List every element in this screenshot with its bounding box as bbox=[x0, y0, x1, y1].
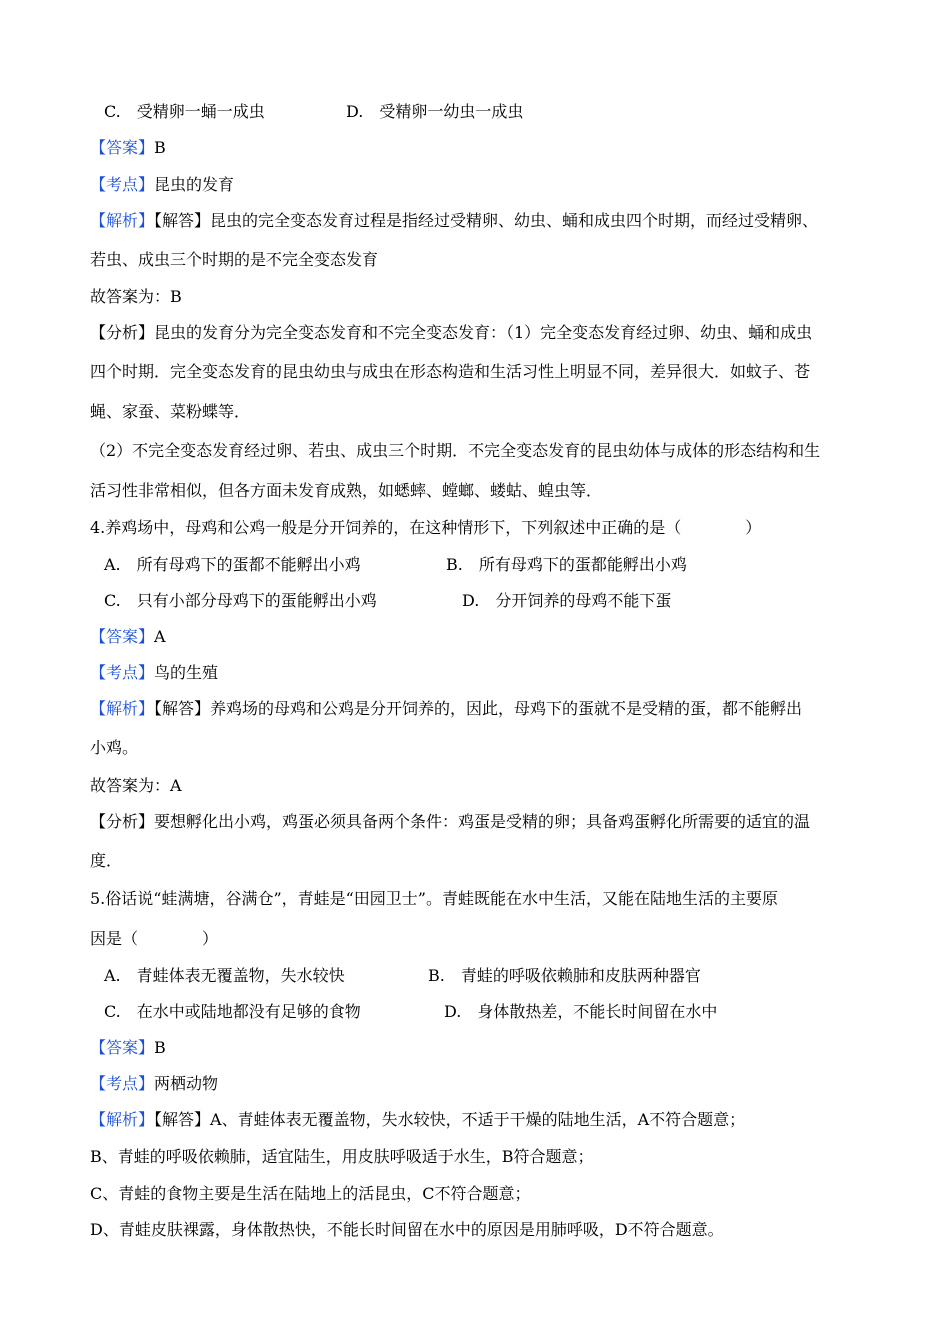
answer-tag: 【答案】 bbox=[90, 627, 155, 646]
q5-stem-line1: 5.俗话说“蛙满塘，谷满仓”，青蛙是“田园卫士”。青蛙既能在水中生活，又能在陆地生活的主要原 bbox=[90, 889, 778, 908]
q5-kaodian bbox=[90, 1074, 870, 1094]
jiexi-text: 【解答】A、青蛙体表无覆盖物，失水较快，不适于干燥的陆地生活，A不符合题意； bbox=[154, 1110, 746, 1129]
q3-kaodian bbox=[90, 175, 870, 195]
q5-stem-line2: 因是（ ） bbox=[90, 929, 219, 948]
jiexi-text: 【解答】养鸡场的母鸡和公鸡是分开饲养的，因此，母鸡下的蛋就不是受精的蛋，都不能孵出 bbox=[154, 699, 803, 718]
q3-option-c: C. 受精卵一蛹一成虫 bbox=[104, 102, 265, 121]
q5-option-c: C. 在水中或陆地都没有足够的食物 bbox=[104, 1002, 361, 1021]
answer-tag: 【答案】 bbox=[90, 1038, 155, 1057]
q4-answer bbox=[90, 627, 870, 647]
q4-option-d: D. 分开饲养的母鸡不能下蛋 bbox=[462, 591, 672, 610]
q4-kaodian bbox=[90, 663, 870, 683]
q5-option-b: B. 青蛙的呼吸依赖肺和皮肤两种器官 bbox=[428, 966, 701, 985]
q3-jiexi-line2: 若虫、成虫三个时期的是不完全变态发育 bbox=[90, 250, 379, 269]
q5-jiexi-line1 bbox=[90, 1110, 870, 1130]
jiexi-tag: 【解析】 bbox=[90, 1110, 155, 1129]
q5-jiexi-line2: B、青蛙的呼吸依赖肺，适宜陆生，用皮肤呼吸适于水生，B符合题意； bbox=[90, 1147, 594, 1166]
jiexi-tag: 【解析】 bbox=[90, 211, 155, 230]
q3-answer bbox=[90, 138, 870, 158]
kaodian-value: 两栖动物 bbox=[154, 1074, 219, 1093]
answer-value: B bbox=[154, 1038, 166, 1057]
q4-option-a: A. 所有母鸡下的蛋都不能孵出小鸡 bbox=[104, 555, 361, 574]
kaodian-value: 昆虫的发育 bbox=[154, 175, 235, 194]
q3-option-d: D. 受精卵一幼虫一成虫 bbox=[346, 102, 524, 121]
q5-answer bbox=[90, 1038, 870, 1058]
q4-fenxi-line2: 度． bbox=[90, 851, 123, 870]
q3-fenxi-line4: （2）不完全变态发育经过卵、若虫、成虫三个时期．不完全变态发育的昆虫幼体与成体的形态结构和生 bbox=[90, 441, 821, 460]
q4-option-c: C. 只有小部分母鸡下的蛋能孵出小鸡 bbox=[104, 591, 377, 610]
q4-final-answer: 故答案为：A bbox=[90, 776, 182, 795]
q4-jiexi-line2: 小鸡。 bbox=[90, 738, 139, 757]
q3-fenxi-line1: 【分析】昆虫的发育分为完全变态发育和不完全变态发育：（1）完全变态发育经过卵、幼虫、蛹和成虫 bbox=[90, 323, 813, 342]
q3-jiexi-line1 bbox=[90, 211, 870, 231]
q4-jiexi-line1 bbox=[90, 699, 870, 719]
answer-value: A bbox=[154, 627, 166, 646]
q3-fenxi-line5: 活习性非常相似，但各方面未发育成熟，如蟋蟀、螳螂、蝼蛄、蝗虫等． bbox=[90, 481, 603, 500]
q3-final-answer: 故答案为：B bbox=[90, 287, 182, 306]
answer-tag: 【答案】 bbox=[90, 138, 155, 157]
kaodian-tag: 【考点】 bbox=[90, 1074, 155, 1093]
q5-jiexi-line4: D、青蛙皮肤裸露，身体散热快，不能长时间留在水中的原因是用肺呼吸，D不符合题意。 bbox=[90, 1220, 724, 1239]
jiexi-text: 【解答】昆虫的完全变态发育过程是指经过受精卵、幼虫、蛹和成虫四个时期，而经过受精卵、 bbox=[154, 211, 819, 230]
q5-jiexi-line3: C、青蛙的食物主要是生活在陆地上的活昆虫，C不符合题意； bbox=[90, 1184, 531, 1203]
q5-option-a: A. 青蛙体表无覆盖物，失水较快 bbox=[104, 966, 345, 985]
q3-fenxi-line2: 四个时期．完全变态发育的昆虫幼虫与成虫在形态构造和生活习性上明显不同，差异很大．如蚊子、苍 bbox=[90, 362, 811, 381]
q4-stem: 4.养鸡场中，母鸡和公鸡一般是分开饲养的，在这种情形下，下列叙述中正确的是（ ） bbox=[90, 518, 762, 537]
q4-option-b: B. 所有母鸡下的蛋都能孵出小鸡 bbox=[446, 555, 687, 574]
q3-fenxi-line3: 蝇、家蚕、菜粉蝶等． bbox=[90, 402, 251, 421]
q4-fenxi-line1: 【分析】要想孵化出小鸡，鸡蛋必须具备两个条件：鸡蛋是受精的卵；具备鸡蛋孵化所需要的适宜的温 bbox=[90, 812, 811, 831]
kaodian-tag: 【考点】 bbox=[90, 175, 155, 194]
q5-option-d: D. 身体散热差，不能长时间留在水中 bbox=[444, 1002, 718, 1021]
kaodian-value: 鸟的生殖 bbox=[154, 663, 219, 682]
answer-value: B bbox=[154, 138, 166, 157]
kaodian-tag: 【考点】 bbox=[90, 663, 155, 682]
jiexi-tag: 【解析】 bbox=[90, 699, 155, 718]
